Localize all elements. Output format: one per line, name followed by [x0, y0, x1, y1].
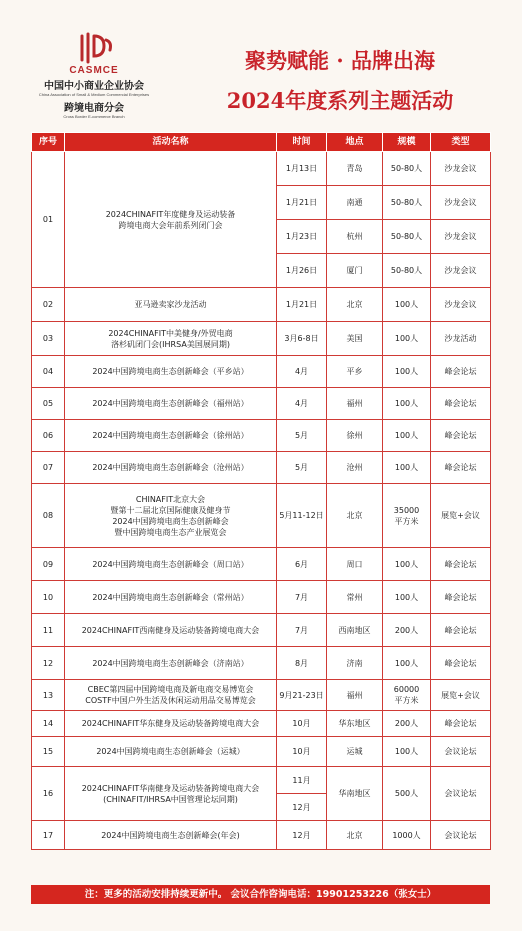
activity-name: 2024中国跨境电商生态创新峰会（福州站）: [65, 388, 277, 420]
activity-place: 美国: [327, 322, 383, 356]
row-number: 05: [32, 388, 65, 420]
activity-place: 沧州: [327, 452, 383, 484]
activity-scale: 100人: [383, 548, 431, 581]
activity-time: 3月6-8日: [277, 322, 327, 356]
activity-type: 峰会论坛: [431, 548, 491, 581]
activity-type: 沙龙会议: [431, 288, 491, 322]
activity-place: 福州: [327, 388, 383, 420]
activity-scale: 100人: [383, 356, 431, 388]
table-row: [32, 614, 491, 647]
row-number: 12: [32, 647, 65, 680]
table-row: [32, 484, 491, 548]
table-row: [32, 711, 491, 737]
activity-place: 平乡: [327, 356, 383, 388]
activity-type: 峰会论坛: [431, 356, 491, 388]
activity-place: 北京: [327, 484, 383, 548]
activity-scale: 35000 平方米: [383, 484, 431, 548]
header-scale: 规模: [383, 133, 431, 152]
activity-type: 会议论坛: [431, 821, 491, 850]
activity-type: 会议论坛: [431, 737, 491, 767]
logo-branch-english: Cross Border E-commerce Branch: [63, 114, 125, 119]
activity-time: 10月: [277, 711, 327, 737]
logo-org-english: China Association of Small & Medium Commercial Enterprises: [38, 92, 150, 97]
activity-scale: 50-80人: [383, 220, 431, 254]
activity-time: 12月: [277, 794, 327, 821]
activity-type: 沙龙活动: [431, 322, 491, 356]
main-title-line1: 聚势赋能 · 品牌出海: [245, 48, 435, 73]
row-number: 11: [32, 614, 65, 647]
activity-type: 峰会论坛: [431, 420, 491, 452]
row-number: 01: [32, 152, 65, 288]
footer-note: 注：更多的活动安排持续更新中。 会议合作咨询电话：19901253226（张女士）: [31, 885, 490, 904]
activity-scale: 60000 平方米: [383, 680, 431, 711]
activity-time: 7月: [277, 614, 327, 647]
activity-place: 徐州: [327, 420, 383, 452]
activity-time: 9月21-23日: [277, 680, 327, 711]
table-row: [32, 548, 491, 581]
activity-name: 2024中国跨境电商生态创新峰会（平乡站）: [65, 356, 277, 388]
table-row: [32, 288, 491, 322]
table-row: [32, 322, 491, 356]
activity-type: 峰会论坛: [431, 452, 491, 484]
activity-time: 1月21日: [277, 288, 327, 322]
activity-name: CHINAFIT北京大会 暨第十二届北京国际健康及健身节 2024中国跨境电商生态创新峰会 暨中国跨境电商生态产业展览会: [65, 484, 277, 548]
activity-time: 1月21日: [277, 186, 327, 220]
activity-type: 峰会论坛: [431, 581, 491, 614]
row-number: 04: [32, 356, 65, 388]
activity-name: 2024中国跨境电商生态创新峰会（沧州站）: [65, 452, 277, 484]
activity-scale: 500人: [383, 767, 431, 821]
activity-scale: 50-80人: [383, 152, 431, 186]
row-number: 16: [32, 767, 65, 821]
row-number: 03: [32, 322, 65, 356]
activity-scale: 100人: [383, 647, 431, 680]
table-row: [32, 821, 491, 850]
activity-time: 8月: [277, 647, 327, 680]
activity-scale: 100人: [383, 322, 431, 356]
activity-scale: 100人: [383, 288, 431, 322]
activity-time: 5月: [277, 420, 327, 452]
activity-scale: 50-80人: [383, 186, 431, 220]
activity-type: 峰会论坛: [431, 614, 491, 647]
row-number: 15: [32, 737, 65, 767]
activity-name: 2024中国跨境电商生态创新峰会（周口站）: [65, 548, 277, 581]
activity-name: 2024中国跨境电商生态创新峰会（运城）: [65, 737, 277, 767]
activity-type: 沙龙会议: [431, 152, 491, 186]
activity-type: 展览+会议: [431, 680, 491, 711]
header-time: 时间: [277, 133, 327, 152]
row-number: 10: [32, 581, 65, 614]
activity-type: 沙龙会议: [431, 220, 491, 254]
activity-name: 2024中国跨境电商生态创新峰会（常州站）: [65, 581, 277, 614]
table-row: [32, 581, 491, 614]
activity-type: 会议论坛: [431, 767, 491, 821]
activity-name: 2024CHINAFIT华东健身及运动装备跨境电商大会: [65, 711, 277, 737]
activity-name: 2024中国跨境电商生态创新峰会（徐州站）: [65, 420, 277, 452]
activity-place: 西南地区: [327, 614, 383, 647]
activity-scale: 100人: [383, 388, 431, 420]
row-number: 06: [32, 420, 65, 452]
activity-time: 4月: [277, 388, 327, 420]
activity-place: 北京: [327, 288, 383, 322]
activity-name: 2024CHINAFIT中美健身/外贸电商 洛杉矶闭门会(IHRSA美国展同期): [65, 322, 277, 356]
table-row: [32, 356, 491, 388]
activity-time: 7月: [277, 581, 327, 614]
table-row: [32, 680, 491, 711]
activity-scale: 50-80人: [383, 254, 431, 288]
activity-time: 6月: [277, 548, 327, 581]
activity-place: 周口: [327, 548, 383, 581]
header-name: 活动名称: [65, 133, 277, 152]
row-number: 02: [32, 288, 65, 322]
activity-scale: 100人: [383, 737, 431, 767]
table-row: [32, 767, 491, 794]
table-body: [32, 152, 491, 850]
logo-org-name: 中国中小商业企业协会: [44, 81, 144, 92]
table-row: [32, 420, 491, 452]
logo-abbr: CASMCE: [69, 65, 119, 76]
activity-place: 福州: [327, 680, 383, 711]
activity-time: 1月23日: [277, 220, 327, 254]
activity-scale: 200人: [383, 614, 431, 647]
activity-place: 华南地区: [327, 767, 383, 821]
row-number: 07: [32, 452, 65, 484]
activity-time: 11月: [277, 767, 327, 794]
activity-time: 5月: [277, 452, 327, 484]
header-type: 类型: [431, 133, 491, 152]
row-number: 17: [32, 821, 65, 850]
activity-type: 峰会论坛: [431, 388, 491, 420]
activity-place: 华东地区: [327, 711, 383, 737]
activity-name: 2024中国跨境电商生态创新峰会（济南站）: [65, 647, 277, 680]
row-number: 09: [32, 548, 65, 581]
activity-name: 2024CHINAFIT华南健身及运动装备跨境电商大会 (CHINAFIT/IHRSA中国管理论坛同期): [65, 767, 277, 821]
page-header: [0, 0, 522, 127]
activity-type: 展览+会议: [431, 484, 491, 548]
activity-name: 2024CHINAFIT西南健身及运动装备跨境电商大会: [65, 614, 277, 647]
activity-time: 4月: [277, 356, 327, 388]
main-title-line2: 2024年度系列主题活动: [226, 88, 454, 113]
activity-time: 1月13日: [277, 152, 327, 186]
logo-branch-name: 跨境电商分会: [64, 103, 124, 114]
table-row: [32, 737, 491, 767]
activity-scale: 100人: [383, 581, 431, 614]
activity-place: 常州: [327, 581, 383, 614]
activity-place: 青岛: [327, 152, 383, 186]
activity-place: 厦门: [327, 254, 383, 288]
table-row: [32, 452, 491, 484]
table-header-row: [32, 133, 491, 152]
activity-time: 5月11-12日: [277, 484, 327, 548]
association-logo: [24, 32, 164, 119]
activity-name: 2024中国跨境电商生态创新峰会(年会): [65, 821, 277, 850]
activity-place: 济南: [327, 647, 383, 680]
activity-type: 峰会论坛: [431, 711, 491, 737]
activity-type: 沙龙会议: [431, 186, 491, 220]
activity-name: 2024CHINAFIT年度健身及运动装备 跨境电商大会年前系列闭门会: [65, 152, 277, 288]
activity-time: 10月: [277, 737, 327, 767]
header-place: 地点: [327, 133, 383, 152]
activity-time: 12月: [277, 821, 327, 850]
activity-place: 南通: [327, 186, 383, 220]
row-number: 08: [32, 484, 65, 548]
activity-scale: 200人: [383, 711, 431, 737]
activity-scale: 100人: [383, 452, 431, 484]
row-number: 13: [32, 680, 65, 711]
activity-scale: 1000人: [383, 821, 431, 850]
table-row: [32, 388, 491, 420]
activity-scale: 100人: [383, 420, 431, 452]
activity-type: 沙龙会议: [431, 254, 491, 288]
activity-place: 运城: [327, 737, 383, 767]
activity-place: 杭州: [327, 220, 383, 254]
table-row: [32, 152, 491, 186]
activity-place: 北京: [327, 821, 383, 850]
activity-type: 峰会论坛: [431, 647, 491, 680]
casmce-emblem-icon: [72, 32, 116, 64]
row-number: 14: [32, 711, 65, 737]
activity-schedule-table: [31, 132, 491, 850]
activity-name: 亚马逊卖家沙龙活动: [65, 288, 277, 322]
activity-name: CBEC第四届中国跨境电商及新电商交易博览会 COSTF中国户外生活及休闲运动用品交易博览会: [65, 680, 277, 711]
table-row: [32, 647, 491, 680]
activity-time: 1月26日: [277, 254, 327, 288]
header-no: 序号: [32, 133, 65, 152]
